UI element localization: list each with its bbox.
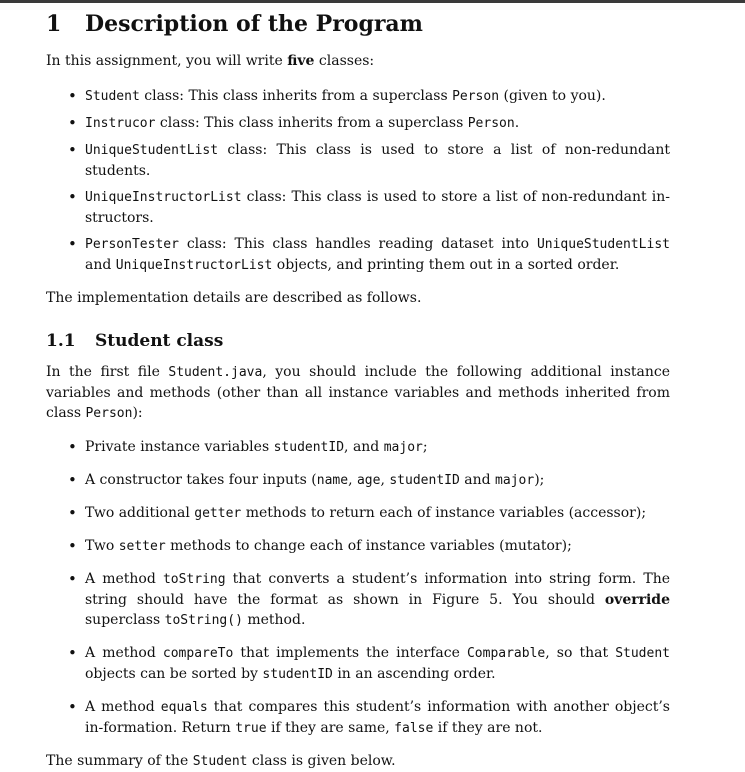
- subsection-heading: [46, 329, 670, 353]
- class-list: [46, 86, 670, 276]
- summary-text: The summary of the Student class is given below.: [46, 753, 396, 769]
- member-list: [46, 437, 670, 739]
- list-item: • Two additional getter methods to return each of instance variables (accessor);: [46, 503, 670, 524]
- subsection-title: Student class: [95, 331, 224, 351]
- list-item: • PersonTester class: This class handles reading dataset into UniqueStudentList and UniqueInstructorList objects, and printing them out in a sorted order.: [46, 234, 670, 276]
- subsection-intro: In the first file Student.java, you should include the following additional instance variables and methods (other than all instance variables and methods inherited from class Person):: [46, 364, 670, 421]
- list-item: • A constructor takes four inputs (name, age, studentID and major);: [46, 470, 670, 491]
- list-item: • Instrucor class: This class inherits from a superclass Person.: [46, 113, 670, 134]
- section-number: 1: [46, 11, 62, 37]
- list-item: • Private instance variables studentID, and major;: [46, 437, 670, 458]
- list-item: • A method equals that compares this student’s information with another object’s in-formation. Return true if they are same, false if they are not.: [46, 697, 670, 739]
- section-intro: In this assignment, you will write five classes:: [46, 53, 375, 69]
- document-page: [46, 9, 670, 772]
- top-border: [0, 0, 745, 3]
- list-item: • Student class: This class inherits from a superclass Person (given to you).: [46, 86, 670, 107]
- list-item: • A method toString that converts a student’s information into string form. The string should have the format as shown in Figure 5. You should override superclass toString() method.: [46, 569, 670, 631]
- list-item: • A method compareTo that implements the interface Comparable, so that Student objects can be sorted by studentID in an ascending order.: [46, 643, 670, 685]
- section-title: Description of the Program: [85, 11, 423, 37]
- subsection-number: 1.1: [46, 331, 76, 351]
- section-heading: [46, 9, 670, 39]
- emphasis-five: five: [287, 53, 315, 69]
- list-item: • UniqueInstructorList class: This class is used to store a list of non-redundant in-structors.: [46, 187, 670, 228]
- list-item: • Two setter methods to change each of instance variables (mutator);: [46, 536, 670, 557]
- section-after-text: The implementation details are described as follows.: [46, 290, 422, 306]
- list-item: • UniqueStudentList class: This class is used to store a list of non-redundant students.: [46, 140, 670, 181]
